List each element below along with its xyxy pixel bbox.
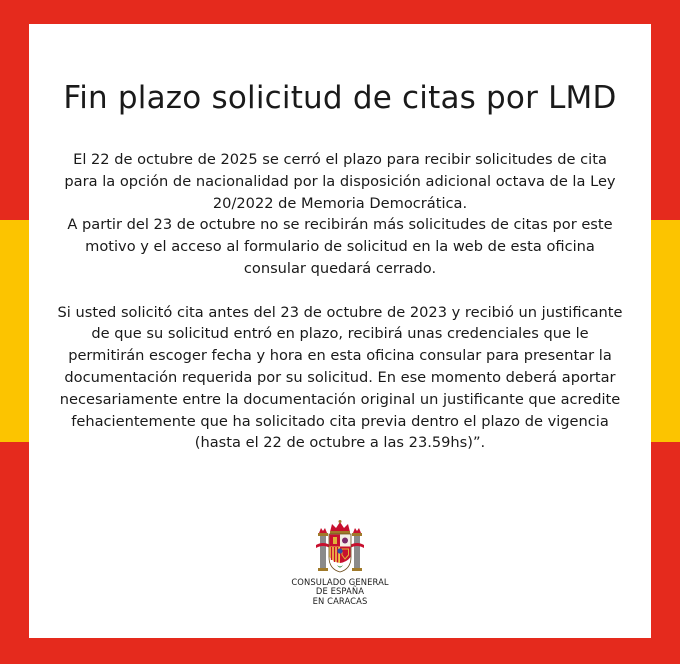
consulate-line: DE ESPAÑA — [315, 586, 365, 597]
paragraph-credentials: Si usted solicitó cita antes del 23 de octubre de 2023 y recibió un justificante de que su solicitud entró en plazo, recibirá unas credenciales que le permitirán escoger fecha y hora en esta oficina consular para presentar la documentación requerida por su solicitud. En ese momento deberá aportar necesariamente entre la documentación original un justificante que acredite fehacientemente que ha solicitado cita previa dentro el plazo de vigencia (hasta el 22 de octubre a las 23.59hs)”. — [57, 303, 623, 452]
consulate-line: EN CARACAS — [312, 595, 368, 606]
paragraph-closure: El 22 de octubre de 2025 se cerró el plazo para recibir solicitudes de cita para la opción de nacionalidad por la disposición adicional octava de la Ley 20/2022 de Memoria Democrática. — [64, 151, 616, 212]
notice-card — [29, 24, 651, 638]
page-title: Fin plazo solicitud de citas por LMD — [63, 80, 617, 116]
notice-body — [55, 149, 625, 454]
consulate-name — [29, 578, 651, 606]
coat-of-arms-icon — [29, 519, 651, 577]
consulate-line: CONSULADO GENERAL — [291, 577, 389, 587]
paragraph-form-closed: A partir del 23 de octubre no se recibirán más solicitudes de citas por este motivo y el acceso al formulario de solicitud en la web de esta oficina consular quedará cerrado. — [67, 216, 613, 277]
